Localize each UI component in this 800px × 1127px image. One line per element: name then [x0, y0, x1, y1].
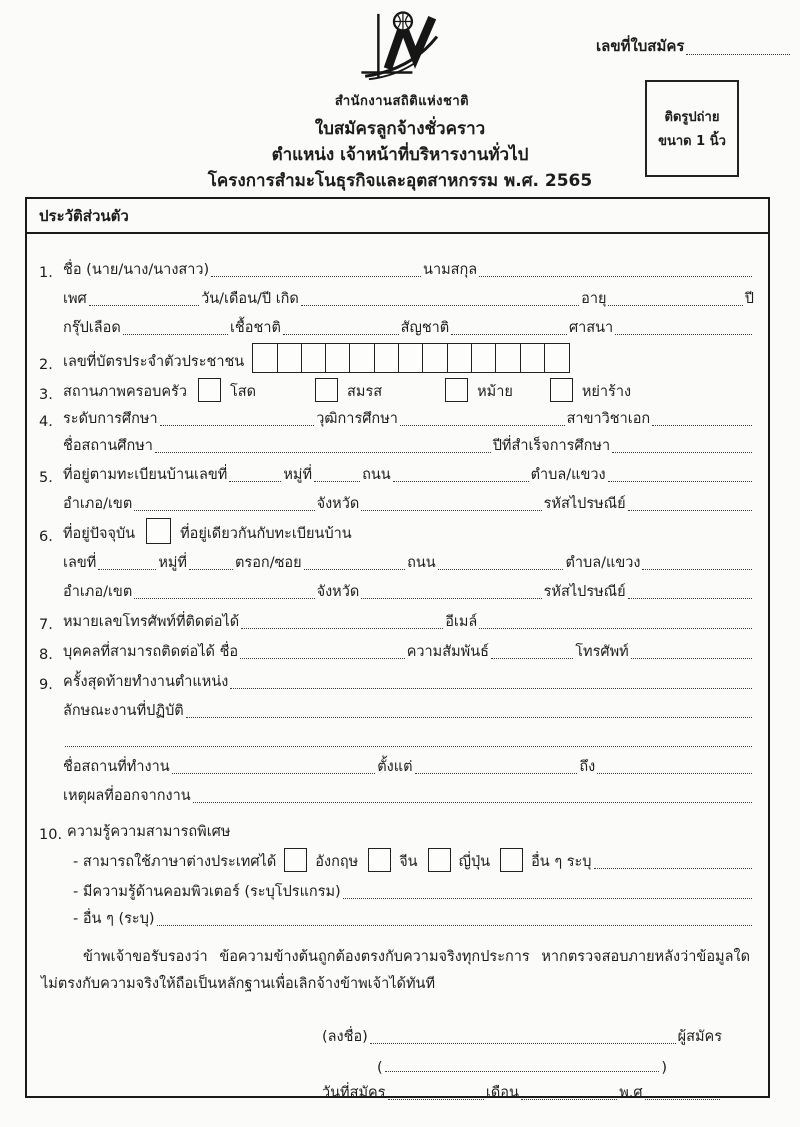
leave-reason-label: เหตุผลที่ออกจากงาน [63, 788, 191, 804]
row-special-skills [39, 813, 754, 843]
phone-label: หมายเลขโทรศัพท์ที่ติดต่อได้ [63, 614, 240, 630]
same-address-label: ที่อยู่เดียวกันกับทะเบียนบ้าน [180, 526, 352, 542]
to-fill[interactable] [597, 773, 752, 774]
subdistrict-label: ตำบล/แขวง [530, 467, 606, 483]
workplace-label: ชื่อสถานที่ทำงาน [63, 759, 170, 775]
title-line-1: ใบสมัครลูกจ้างชั่วคราว [314, 119, 486, 139]
id-digit-box[interactable] [301, 343, 327, 373]
road-label: ถนน [362, 467, 391, 483]
nationality-fill[interactable] [451, 334, 567, 335]
registered-address-label: ที่อยู่ตามทะเบียนบ้านเลขที่ [63, 467, 228, 483]
photo-box-line1: ติดรูปถ่าย [664, 110, 720, 125]
relationship-fill[interactable] [491, 658, 573, 659]
education-level-fill[interactable] [160, 425, 315, 426]
checkbox-widowed[interactable] [445, 378, 468, 402]
row-computer-skills [39, 873, 754, 903]
major-label: สาขาวิชาเอก [566, 411, 651, 427]
province-label: จังหวัด [316, 496, 360, 512]
row-marital-status [39, 373, 754, 403]
apply-date-label: วันที่สมัคร [322, 1085, 386, 1101]
current-province-fill[interactable] [361, 598, 541, 599]
current-moo-label: หมู่ที่ [158, 555, 187, 571]
lane-fill[interactable] [304, 569, 405, 570]
blood-group-fill[interactable] [123, 334, 228, 335]
item1-number: 1. [39, 265, 53, 281]
apply-date-fill[interactable] [388, 1099, 484, 1100]
contact-phone-label: โทรศัพท์ [575, 644, 629, 660]
institution-label: ชื่อสถานศึกษา [63, 438, 153, 454]
current-province-label: จังหวัด [316, 584, 360, 600]
contact-person-label: บุคคลที่สามารถติดต่อได้ ชื่อ [63, 644, 239, 660]
row-apply-date [322, 1076, 722, 1104]
row-job-description [39, 693, 754, 722]
row-leave-reason [39, 778, 754, 807]
current-postcode-label: รหัสไปรษณีย์ [543, 584, 626, 600]
option-divorced-label: หย่าร้าง [581, 384, 632, 400]
option-single-label: โสด [229, 384, 257, 400]
current-subdistrict-label: ตำบล/แขวง [565, 555, 641, 571]
nationality-label: สัญชาติ [400, 320, 450, 336]
row-name [39, 252, 754, 281]
item2-number: 2. [39, 357, 53, 373]
email-label: อีเมล์ [445, 614, 478, 630]
personal-history-section [25, 197, 770, 1101]
birthdate-label: วัน/เดือน/ปี เกิด [201, 291, 299, 307]
row-current-address [39, 515, 754, 545]
birthdate-fill[interactable] [301, 305, 579, 306]
declaration-text: ข้าพเจ้าขอรับรองว่า ข้อความข้างต้นถูกต้องตรงกับความจริงทุกประการ หากตรวจสอบภายหลังว่าข้อมูลใดไม่ตรงกับความจริงให้ถือเป็นหลักฐานเพื่อเลิกจ้างข้าพเจ้าได้ทันที [41, 949, 750, 992]
checkbox-same-address[interactable] [146, 518, 171, 544]
current-road-label: ถนน [407, 555, 436, 571]
current-district-fill[interactable] [134, 598, 314, 599]
checkbox-divorced[interactable] [550, 378, 573, 402]
blood-group-label: กรุ๊ปเลือด [63, 320, 121, 336]
id-digit-box[interactable] [471, 343, 497, 373]
workplace-fill[interactable] [172, 773, 376, 774]
row-national-id [39, 339, 754, 373]
row-current-address3 [39, 574, 754, 603]
checkbox-lang-english[interactable] [284, 848, 307, 872]
lang-chinese-label: จีน [399, 854, 418, 870]
race-fill[interactable] [283, 334, 399, 335]
signature-name-fill[interactable] [385, 1071, 660, 1072]
row-phone-email [39, 603, 754, 633]
signature-block [322, 1020, 722, 1104]
qualification-fill[interactable] [400, 425, 565, 426]
id-digit-box[interactable] [398, 343, 424, 373]
computer-skills-label: - มีความรู้ด้านคอมพิวเตอร์ (ระบุโปรแกรม) [73, 884, 341, 900]
lang-japanese-label: ญี่ปุ่น [458, 854, 491, 870]
other-skills-label: - อื่น ๆ (ระบุ) [73, 911, 155, 927]
name-label: ชื่อ (นาย/นาง/นางสาว) [63, 262, 210, 278]
apply-month-label: เดือน [485, 1085, 519, 1101]
road-fill[interactable] [393, 481, 529, 482]
id-digit-box[interactable] [447, 343, 473, 373]
name-fill[interactable] [211, 276, 421, 277]
checkbox-lang-japanese[interactable] [428, 848, 451, 872]
row-signature-name [322, 1048, 722, 1076]
option-married-label: สมรส [347, 384, 383, 400]
nso-logo-icon [350, 10, 454, 84]
district-fill[interactable] [134, 510, 314, 511]
id-digit-box[interactable] [374, 343, 400, 373]
row-institution [39, 430, 754, 457]
item9-number: 9. [39, 677, 53, 693]
item7-number: 7. [39, 617, 53, 633]
current-road-fill[interactable] [438, 569, 564, 570]
house-no-fill[interactable] [229, 481, 281, 482]
from-label: ตั้งแต่ [377, 759, 413, 775]
religion-fill[interactable] [615, 334, 752, 335]
applicant-label: ผู้สมัคร [677, 1029, 722, 1045]
row-contact-person [39, 633, 754, 663]
checkbox-married[interactable] [315, 378, 338, 402]
surname-fill[interactable] [479, 276, 752, 277]
id-digit-box[interactable] [325, 343, 351, 373]
grad-year-label: ปีที่สำเร็จการศึกษา [492, 438, 611, 454]
row-sex-birth-age [39, 281, 754, 310]
age-label: อายุ [581, 291, 607, 307]
marital-status-label: สถานภาพครอบครัว [63, 384, 187, 400]
education-level-label: ระดับการศึกษา [63, 411, 158, 427]
paren-close: ) [661, 1060, 667, 1076]
row-workplace [39, 751, 754, 778]
current-moo-fill[interactable] [189, 569, 233, 570]
agency-logo [322, 10, 482, 111]
phone-fill[interactable] [241, 628, 443, 629]
row-signature [322, 1020, 722, 1048]
job-description-label: ลักษณะงานที่ปฏิบัติ [63, 703, 184, 719]
postcode-fill[interactable] [628, 510, 752, 511]
row-foreign-language [39, 843, 754, 873]
row-education [39, 403, 754, 430]
title-line-2: ตำแหน่ง เจ้าหน้าที่บริหารงานทั่วไป [271, 145, 529, 165]
id-digit-box[interactable] [544, 343, 570, 373]
row-registered-address2 [39, 486, 754, 515]
other-skills-fill[interactable] [157, 925, 752, 926]
row-other-skills [39, 903, 754, 930]
item4-number: 4. [39, 414, 53, 430]
qualification-label: วุฒิการศึกษา [316, 411, 398, 427]
id-digit-box[interactable] [277, 343, 303, 373]
job-description-fill2[interactable] [65, 746, 752, 747]
title-line-3: โครงการสำมะโนธุรกิจและอุตสาหกรรม พ.ศ. 2565 [207, 171, 593, 191]
form-title-block [0, 116, 800, 194]
institution-fill[interactable] [155, 452, 491, 453]
race-label: เชื้อชาติ [229, 320, 281, 336]
postcode-label: รหัสไปรษณีย์ [543, 496, 626, 512]
religion-label: ศาสนา [568, 320, 614, 336]
current-postcode-fill[interactable] [628, 598, 752, 599]
id-digit-box[interactable] [349, 343, 375, 373]
sex-fill[interactable] [89, 305, 199, 306]
checkbox-lang-other[interactable] [500, 848, 523, 872]
job-description-fill[interactable] [186, 717, 752, 718]
major-fill[interactable] [652, 425, 752, 426]
id-digit-box[interactable] [520, 343, 546, 373]
apply-year-fill[interactable] [645, 1099, 720, 1100]
item5-number: 5. [39, 470, 53, 486]
lane-label: ตรอก/ซอย [235, 555, 302, 571]
row-current-address2 [39, 545, 754, 574]
section-content [27, 234, 768, 1104]
leave-reason-fill[interactable] [193, 802, 752, 803]
apply-year-label: พ.ศ [619, 1085, 643, 1101]
checkbox-lang-chinese[interactable] [368, 848, 391, 872]
current-district-label: อำเภอ/เขต [63, 584, 133, 600]
application-number-field [596, 34, 792, 58]
district-label: อำเภอ/เขต [63, 496, 133, 512]
to-label: ถึง [579, 759, 596, 775]
relationship-label: ความสัมพันธ์ [406, 644, 489, 660]
item10-number: 10. [39, 827, 63, 843]
current-subdistrict-fill[interactable] [642, 569, 752, 570]
agency-name: สำนักงานสถิติแห่งชาติ [334, 94, 470, 109]
row-job-description-cont [39, 722, 754, 751]
province-fill[interactable] [361, 510, 541, 511]
application-number-label: เลขที่ใบสมัคร [596, 37, 685, 55]
national-id-label: เลขที่บัตรประจำตัวประชาชน [63, 354, 245, 370]
computer-skills-fill[interactable] [343, 898, 752, 899]
item8-number: 8. [39, 647, 53, 663]
current-address-label: ที่อยู่ปัจจุบัน [63, 526, 136, 542]
lang-english-label: อังกฤษ [315, 854, 359, 870]
other-language-label: อื่น ๆ ระบุ [531, 854, 592, 870]
last-position-label: ครั้งสุดท้ายทำงานตำแหน่ง [63, 674, 229, 690]
checkbox-single[interactable] [198, 378, 221, 402]
option-widowed-label: หม้าย [477, 384, 513, 400]
other-language-fill[interactable] [594, 868, 752, 869]
apply-month-fill[interactable] [521, 1099, 617, 1100]
row-last-position [39, 663, 754, 693]
last-position-fill[interactable] [230, 688, 752, 689]
contact-name-fill[interactable] [240, 658, 405, 659]
from-fill[interactable] [415, 773, 578, 774]
item3-number: 3. [39, 387, 53, 403]
age-fill[interactable] [608, 305, 742, 306]
row-blood-race-nationality-religion [39, 310, 754, 339]
sex-label: เพศ [63, 291, 87, 307]
age-unit-label: ปี [744, 291, 755, 307]
row-registered-address [39, 457, 754, 486]
current-house-no-fill[interactable] [98, 569, 156, 570]
id-digit-grid [252, 343, 568, 373]
grad-year-fill[interactable] [612, 452, 752, 453]
id-digit-box[interactable] [495, 343, 521, 373]
moo-label: หมู่ที่ [283, 467, 313, 483]
foreign-language-label: - สามารถใช้ภาษาต่างประเทศได้ [73, 854, 277, 870]
application-number-fill[interactable] [686, 54, 790, 55]
subdistrict-fill[interactable] [608, 481, 752, 482]
surname-label: นามสกุล [423, 262, 478, 278]
paren-open: ( [377, 1060, 383, 1076]
photo-box-line2: ขนาด 1 นิ้ว [658, 134, 726, 149]
contact-phone-fill[interactable] [631, 658, 752, 659]
sign-label: (ลงชื่อ) [322, 1029, 368, 1045]
id-digit-box[interactable] [252, 343, 278, 373]
special-skills-label: ความรู้ความสามารถพิเศษ [67, 824, 231, 840]
item6-number: 6. [39, 529, 53, 545]
id-digit-box[interactable] [422, 343, 448, 373]
section-title: ประวัติส่วนตัว [27, 199, 768, 234]
current-house-no-label: เลขที่ [63, 555, 97, 571]
email-fill[interactable] [479, 628, 752, 629]
signature-fill[interactable] [370, 1043, 676, 1044]
moo-fill[interactable] [314, 481, 360, 482]
